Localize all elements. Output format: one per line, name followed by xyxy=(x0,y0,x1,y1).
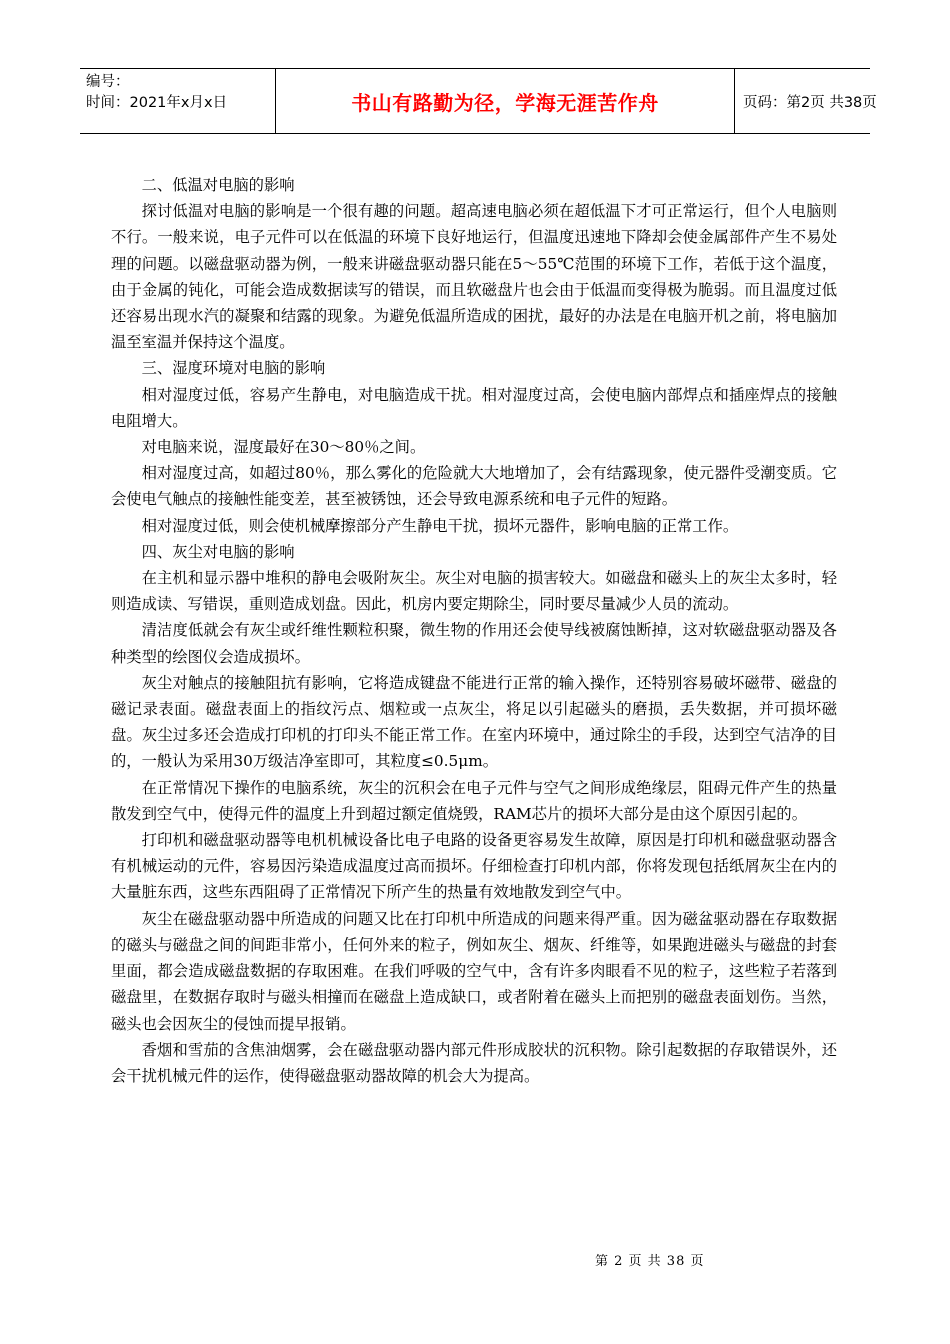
document-date: 时间：2021年x月x日 xyxy=(86,95,228,111)
body-paragraph: 在主机和显示器中堆积的静电会吸附灰尘。灰尘对电脑的损害较大。如磁盘和磁头上的灰尘太多时，轻则造成读、写错误，重则造成划盘。因此，机房内要定期除尘，同时要尽量减少人员的流动。 xyxy=(111,569,837,614)
body-paragraph: 相对湿度过低，容易产生静电，对电脑造成干扰。相对湿度过高，会使电脑内部焊点和插座焊点的接触电阻增大。 xyxy=(111,385,837,430)
section-heading-dust: 四、灰尘对电脑的影响 xyxy=(141,542,295,561)
section-heading-low-temperature: 二、低温对电脑的影响 xyxy=(141,176,295,194)
header-meta xyxy=(80,69,275,133)
section-heading-humidity: 三、湿度环境对电脑的影响 xyxy=(141,359,326,378)
header-motto: 书山有路勤为径，学海无涯苦作舟 xyxy=(275,69,735,133)
document-body xyxy=(111,172,837,1089)
body-paragraph: 相对湿度过低，则会使机械摩擦部分产生静电干扰，损坏元器件，影响电脑的正常工作。 xyxy=(141,516,739,535)
body-paragraph: 灰尘对触点的接触阻抗有影响，它将造成键盘不能进行正常的输入操作，还特别容易破坏磁带、磁盘的磁记录表面。磁盘表面上的指纹污点、烟粒或一点灰尘，将足以引起磁头的磨损，丢失数据，并可损坏磁盘。灰尘过多还会造成打印机的打印头不能正常工作。在室内环境中，通过除尘的手段，达到空气洁净的目的，一般认为采用30万级洁净室即可，其粒度≤0.5μm。 xyxy=(111,673,837,771)
document-number-label: 编号： xyxy=(86,74,130,90)
body-paragraph: 相对湿度过高，如超过80％，那么雾化的危险就大大地增加了，会有结露现象，使元器件受潮变质。它会使电气触点的接触性能变差，甚至被锈蚀，还会导致电源系统和电子元件的短路。 xyxy=(111,464,837,509)
page-header xyxy=(80,68,877,134)
page-footer: 第 2 页 共 38 页 xyxy=(595,1254,705,1269)
body-paragraph: 灰尘在磁盘驱动器中所造成的问题又比在打印机中所造成的问题来得严重。因为磁盆驱动器在存取数据的磁头与磁盘之间的间距非常小，任何外来的粒子，例如灰尘、烟灰、纤维等，如果跑进磁头与磁盘的封套里面，都会造成磁盘数据的存取困难。在我们呼吸的空气中，含有许多肉眼看不见的粒子，这些粒子若落到磁盘里，在数据存取时与磁头相撞而在磁盘上造成缺口，或者附着在磁头上而把别的磁盘表面划伤。当然，磁头也会因灰尘的侵蚀而提早报销。 xyxy=(111,909,837,1033)
body-paragraph: 打印机和磁盘驱动器等电机机械设备比电子电路的设备更容易发生故障，原因是打印机和磁盘驱动器含有机械运动的元件，容易因污染造成温度过高而损坏。仔细检查打印机内部，你将发现包括纸屑灰尘在内的大量脏东西，这些东西阻碍了正常情况下所产生的热量有效地散发到空气中。 xyxy=(111,831,837,902)
body-paragraph: 对电脑来说，湿度最好在30～80％之间。 xyxy=(141,438,426,457)
body-paragraph: 清洁度低就会有灰尘或纤维性颗粒积聚，微生物的作用还会使导线被腐蚀断掉，这对软磁盘驱动器及各种类型的绘图仪会造成损坏。 xyxy=(111,621,837,666)
body-paragraph: 探讨低温对电脑的影响是一个很有趣的问题。超高速电脑必须在超低温下才可正常运行，但个人电脑则不行。一般来说，电子元件可以在低温的环境下良好地运行，但温度迅速地下降却会使金属部件产生不易处理的问题。以磁盘驱动器为例，一般来讲磁盘驱动器只能在5～55℃范围的环境下工作，若低于这个温度，由于金属的钝化，可能会造成数据读写的错误，而且软磁盘片也会由于低温而变得极为脆弱。而且温度过低还容易出现水汽的凝聚和结露的现象。为避免低温所造成的困扰，最好的办法是在电脑开机之前，将电脑加温至室温并保持这个温度。 xyxy=(111,202,837,352)
body-paragraph: 香烟和雪茄的含焦油烟雾，会在磁盘驱动器内部元件形成胶状的沉积物。除引起数据的存取错误外，还会干扰机械元件的运作，使得磁盘驱动器故障的机会大为提高。 xyxy=(111,1040,837,1085)
header-page-info: 页码：第2页 共38页 xyxy=(743,94,877,111)
body-paragraph: 在正常情况下操作的电脑系统，灰尘的沉积会在电子元件与空气之间形成绝缘层，阻碍元件产生的热量散发到空气中，使得元件的温度上升到超过额定值烧毁，RAM芯片的损坏大部分是由这个原因引起的。 xyxy=(111,778,837,823)
